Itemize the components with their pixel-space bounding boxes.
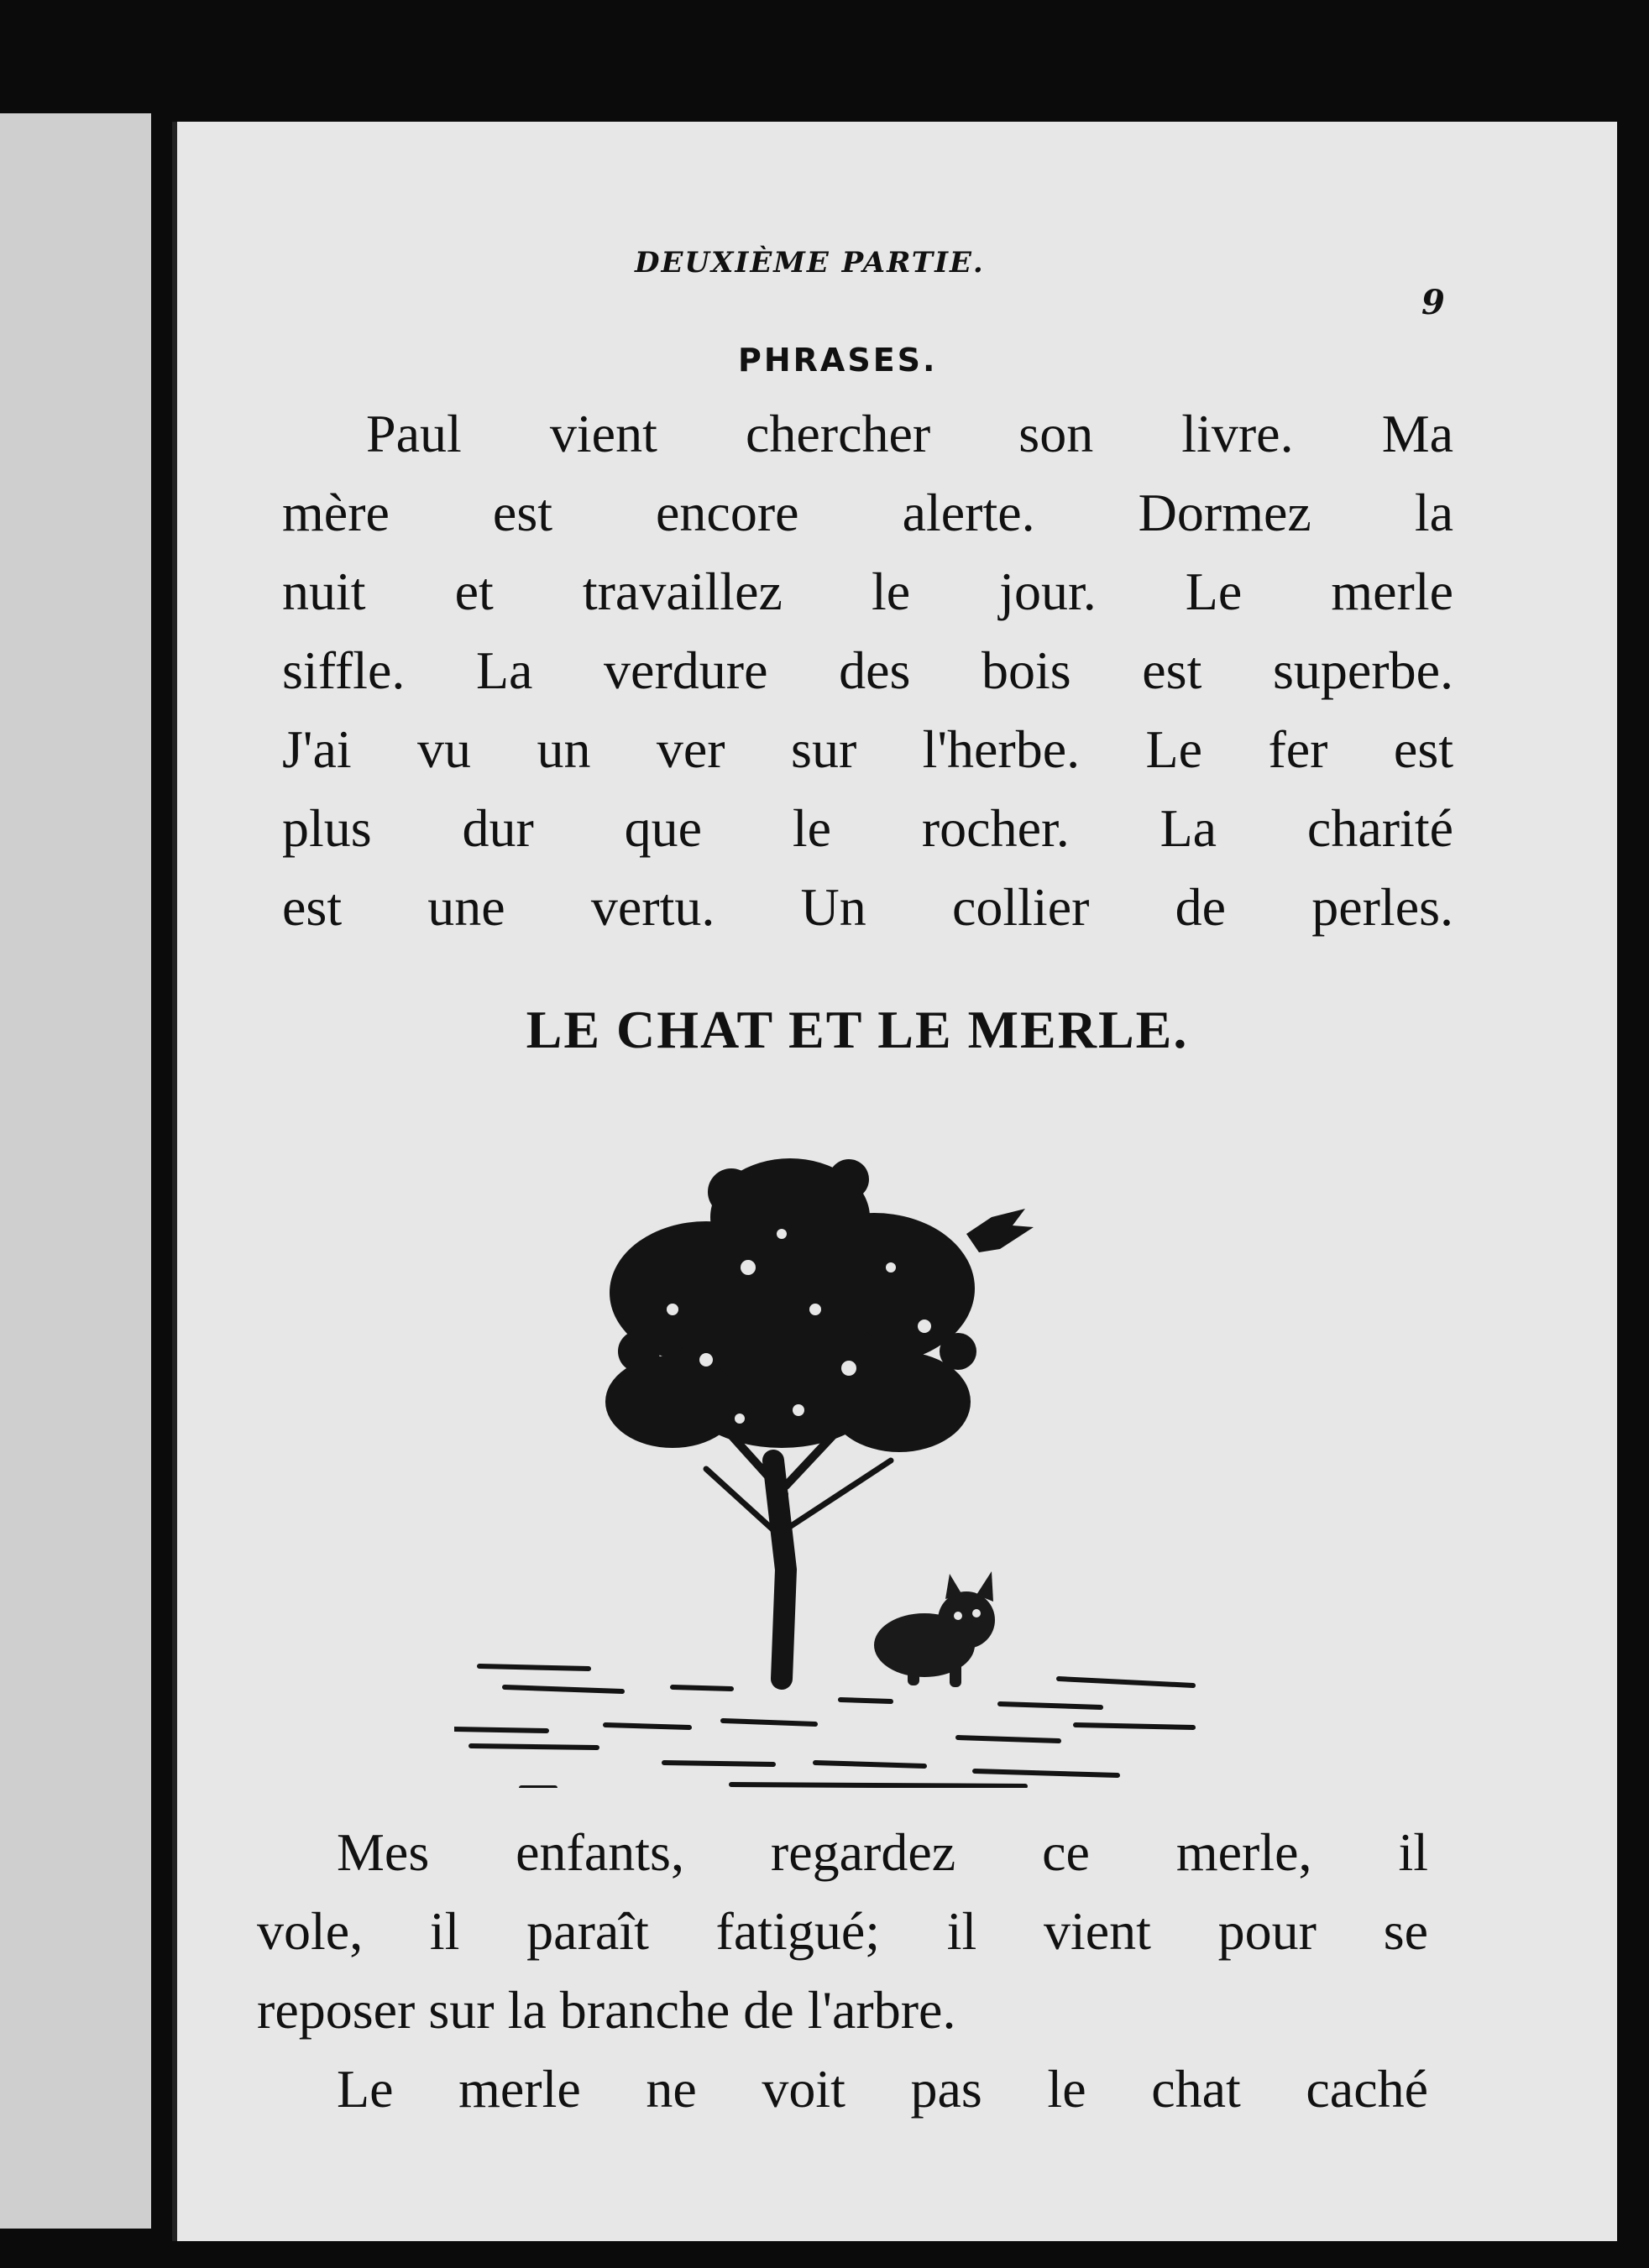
- tree-foliage-icon: [605, 1158, 976, 1452]
- phrase-line: Paul vient chercher son livre. Ma: [366, 404, 1453, 463]
- cat-icon: [874, 1571, 995, 1687]
- story-line: reposer sur la branche de l'arbre.: [257, 1980, 956, 2040]
- phrase-line: nuit et travaillez le jour. Le merle: [282, 562, 1453, 621]
- phrase-line: est une vertu. Un collier de perles.: [282, 877, 1453, 937]
- phrase-line: mère est encore alerte. Dormez la: [282, 483, 1453, 542]
- story-title: LE CHAT ET LE MERLE.: [526, 1000, 1189, 1059]
- story-line: Mes enfants, regardez ce merle, il: [337, 1822, 1428, 1882]
- phrase-line: plus dur que le rocher. La charité: [282, 798, 1453, 858]
- book-page: [172, 122, 1617, 2241]
- section-heading: PHRASES.: [738, 342, 938, 379]
- phrase-line: J'ai vu un ver sur l'herbe. Le fer est: [282, 719, 1453, 779]
- running-head: DEUXIÈME PARTIE.: [635, 246, 985, 280]
- story-line: Le merle ne voit pas le chat caché: [337, 2059, 1428, 2119]
- bird-icon: [966, 1209, 1034, 1252]
- ground-hatching: [454, 1666, 1193, 1788]
- tree-cat-bird-illustration: [454, 1100, 1210, 1788]
- tree-trunk-icon: [706, 1419, 891, 1679]
- page-number: 9: [1421, 283, 1445, 322]
- facing-page-edge: [0, 113, 151, 2229]
- phrase-line: siffle. La verdure des bois est superbe.: [282, 640, 1453, 700]
- story-line: vole, il paraît fatigué; il vient pour se: [257, 1901, 1428, 1961]
